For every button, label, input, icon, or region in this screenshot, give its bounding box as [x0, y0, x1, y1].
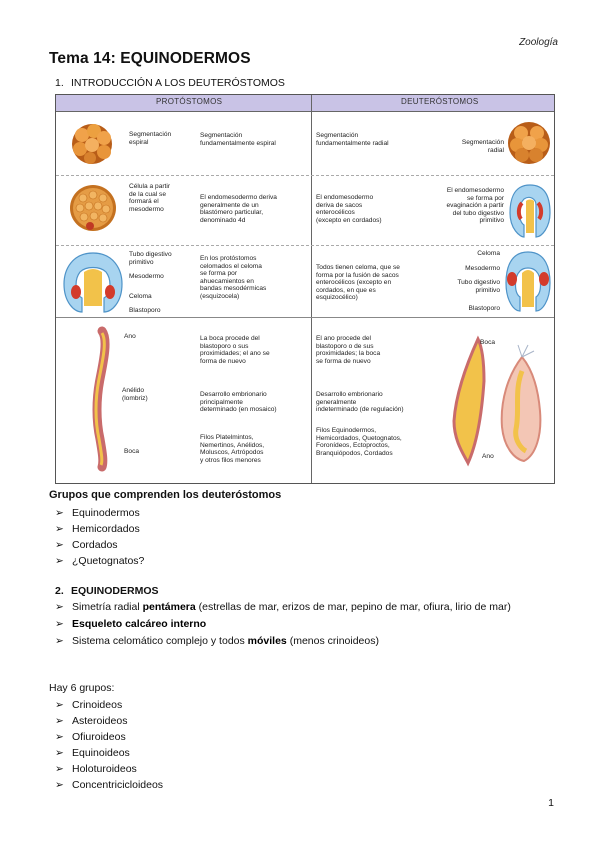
- text-mouth-protostome: La boca procede del blastoporo o sus proximidades; el ano se forma de nuevo: [200, 335, 270, 365]
- label-mouth-right: Boca: [480, 339, 496, 346]
- label-blastopore: Blastoporo: [129, 307, 161, 314]
- protostome-blastula: [68, 183, 118, 233]
- enterocoel-embryo: [504, 249, 552, 315]
- groups-heading: Grupos que comprenden los deuteróstomos: [49, 489, 282, 501]
- deuterostome-groups-list: [55, 505, 144, 569]
- label-mouth: Boca: [124, 448, 140, 455]
- groups-count-text: Hay 6 grupos:: [49, 682, 115, 694]
- list-item: ➢ Concentricicloideos: [55, 779, 164, 791]
- section-number: 1.: [55, 77, 64, 89]
- page-number: 1: [548, 797, 554, 809]
- list-item: ➢ Ofiuroideos: [55, 731, 126, 743]
- label-mesoderm-cell: Célula a partir de la cual se formará el mesodermo: [129, 183, 171, 213]
- echinoderm-groups-list: [55, 697, 163, 793]
- annelid-worm: [82, 329, 122, 469]
- list-item: ➢ Equinoideos: [55, 747, 130, 759]
- section-label: EQUINODERMOS: [71, 585, 159, 597]
- list-item: ➢ Crinoideos: [55, 699, 123, 711]
- section-label: INTRODUCCIÓN A LOS DEUTERÓSTOMOS: [71, 77, 285, 89]
- spiral-cleavage-embryo: [68, 121, 118, 167]
- header-protostomes: PROTÓSTOMOS: [156, 97, 223, 106]
- radial-cleavage-embryo: [506, 119, 552, 167]
- row-divider: [56, 317, 554, 318]
- label-mesoderm-right: Mesodermo: [465, 265, 500, 272]
- row-divider: [56, 175, 554, 176]
- text-radial-cleavage: Segmentación fundamentalmente radial: [316, 132, 389, 147]
- list-item: ➢ Sistema celomático complejo y todos móviles (menos crinoideos): [55, 635, 379, 647]
- label-mesoderm: Mesodermo: [129, 273, 164, 280]
- list-item: ➢ Asteroideos: [55, 715, 128, 727]
- deuterostome-larvae: [438, 331, 552, 471]
- list-item: ➢ ¿Quetognatos?: [55, 555, 145, 567]
- section-1-heading: [55, 77, 285, 89]
- label-blastopore-right: Blastoporo: [468, 305, 500, 312]
- list-item: ➢ Hemicordados: [55, 523, 140, 535]
- figure-header-band: [56, 95, 554, 112]
- header-deuterostomes: DEUTERÓSTOMOS: [401, 97, 479, 106]
- echinoderm-features-list: [55, 600, 555, 651]
- label-coelom-right: Celoma: [477, 250, 500, 257]
- text-anus-deuterostome: El ano procede del blastoporo o de sus proximidades; la boca se forma de nuevo: [316, 335, 381, 365]
- section-number: 2.: [55, 585, 64, 597]
- column-divider: [311, 95, 312, 483]
- label-annelid: Anélido (lombriz): [122, 387, 148, 402]
- list-item: ➢ Esqueleto calcáreo interno: [55, 618, 207, 630]
- text-coelom-protostome: En los protóstomos celomados el celoma se forma por ahuecamientos en bandas mesodérmicas (esquizocela): [200, 255, 267, 300]
- label-anus-right: Ano: [482, 453, 494, 460]
- row-divider: [56, 245, 554, 246]
- schizocoel-embryo: [62, 250, 124, 314]
- text-phyla-protostome: Filos Platelmintos, Nemertinos, Anélidos, Moluscos, Artrópodos y otros filos menores: [200, 434, 265, 464]
- label-anus: Ano: [124, 333, 136, 340]
- text-development-protostome: Desarrollo embrionario principalmente determinado (en mosaico): [200, 391, 277, 414]
- label-primitive-gut-right: Tubo digestivo primitivo: [457, 279, 500, 294]
- header-subject: Zoología: [519, 37, 558, 48]
- list-item: ➢ Equinodermos: [55, 507, 140, 519]
- text-development-deuterostome: Desarrollo embrionario generalmente indeterminado (de regulación): [316, 391, 404, 414]
- text-endomesoderm-protostome: El endomesodermo deriva generalmente de un blastómero particular, denominado 4d: [200, 194, 277, 224]
- section-2-heading: [55, 585, 159, 597]
- list-item: ➢ Simetría radial pentámera (estrellas de mar, erizos de mar, pepino de mar, ofiura, lirio de mar): [55, 601, 511, 613]
- list-item: ➢ Holoturoideos: [55, 763, 137, 775]
- comparison-figure: [55, 94, 555, 484]
- enterocoel-gastrula: [508, 181, 552, 239]
- text-spiral-cleavage: Segmentación fundamentalmente espiral: [200, 132, 276, 147]
- list-item: ➢ Cordados: [55, 539, 118, 551]
- label-evagination: El endomesodermo se forma por evaginación a partir del tubo digestivo primitivo: [446, 187, 504, 225]
- page-title: Tema 14: EQUINODERMOS: [49, 50, 251, 67]
- text-coelom-deuterostome: Todos tienen celoma, que se forma por la fusión de sacos enterocélicos (excepto en cordados, en que es esquizocélico): [316, 264, 400, 302]
- label-coelom: Celoma: [129, 293, 152, 300]
- label-radial-cleavage: Segmentación radial: [461, 139, 504, 154]
- text-phyla-deuterostome: Filos Equinodermos, Hemicordados, Quetognatos, Foronídeos, Ectoproctos, Branquiópodos, Cordados: [316, 427, 402, 457]
- text-endomesoderm-deuterostome: El endomesodermo deriva de sacos enterocélicos (excepto en cordados): [316, 194, 382, 224]
- label-primitive-gut: Tubo digestivo primitivo: [129, 251, 172, 266]
- label-spiral-cleavage: Segmentación espiral: [129, 131, 172, 146]
